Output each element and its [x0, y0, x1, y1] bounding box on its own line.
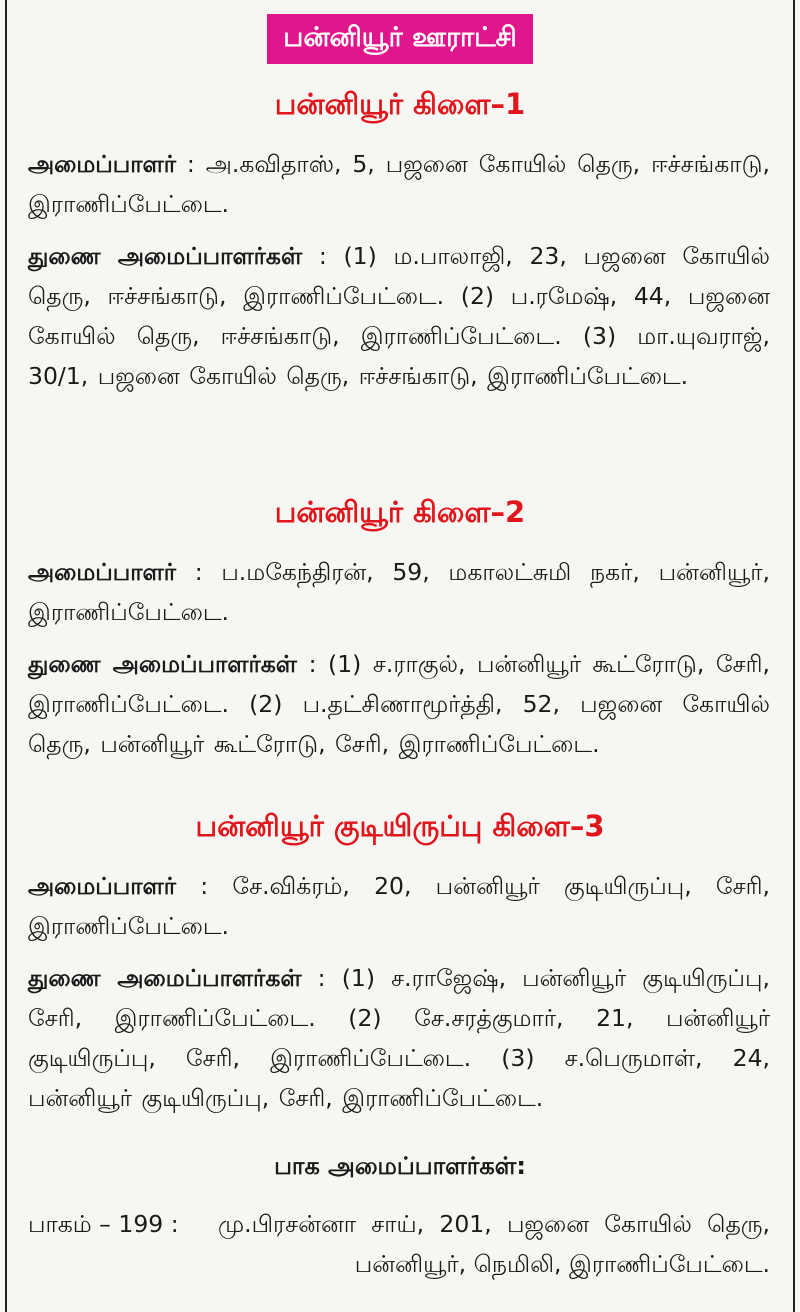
deputy-label: துணை அமைப்பாளர்கள் — [28, 650, 298, 678]
organizer-details: : சே.விக்ரம், 20, பன்னியூர் குடியிருப்பு, சேரி, இராணிப்பேட்டை. — [28, 872, 770, 940]
deputy-label: துணை அமைப்பாளர்கள் — [28, 242, 303, 270]
booth-entry — [28, 1204, 770, 1288]
booth-number: பாகம் – 199 : — [28, 1210, 179, 1238]
organizer-label: அமைப்பாளர் — [28, 558, 176, 586]
organizer-paragraph-2 — [28, 552, 770, 632]
branch-heading-3: பன்னியூர் குடியிருப்பு கிளை–3 — [195, 809, 605, 843]
branch-heading-2: பன்னியூர் கிளை–2 — [274, 495, 526, 529]
deputy-paragraph-2 — [28, 644, 770, 764]
organizer-label: அமைப்பாளர் — [28, 150, 176, 178]
deputy-label: துணை அமைப்பாளர்கள் — [28, 964, 302, 992]
branch-heading-1: பன்னியூர் கிளை–1 — [274, 87, 526, 121]
organizer-details: : ப.மகேந்திரன், 59, மகாலட்சுமி நகர், பன்னியூர், இராணிப்பேட்டை. — [28, 558, 770, 626]
deputy-paragraph-1 — [28, 236, 770, 396]
deputy-paragraph-3 — [28, 958, 770, 1118]
booth-organizers-heading: பாக அமைப்பாளர்கள்: — [274, 1152, 526, 1180]
organizer-paragraph-1 — [28, 144, 770, 224]
deputy-details: : (1) ம.பாலாஜி, 23, பஜனை கோயில் தெரு, ஈச்சங்காடு, இராணிப்பேட்டை. (2) ப.ரமேஷ், 44, பஜனை கோயில் தெரு, ஈச்சங்காடு, இராணிப்பேட்டை. (3) மா.யுவராஜ், 30/1, பஜனை கோயில் தெரு, ஈச்சங்காடு, இராணிப்பேட்டை. — [28, 242, 770, 390]
booth-organizer-details: மு.பிரசன்னா சாய், 201, பஜனை கோயில் தெரு, பன்னியூர், நெமிலி, இராணிப்பேட்டை. — [218, 1210, 770, 1278]
organizer-details: : அ.கவிதாஸ், 5, பஜனை கோயில் தெரு, ஈச்சங்காடு, இராணிப்பேட்டை. — [28, 150, 770, 218]
banner-container — [0, 14, 800, 64]
organizer-paragraph-3 — [28, 866, 770, 946]
deputy-details: : (1) ச.ராஜேஷ், பன்னியூர் குடியிருப்பு, சேரி, இராணிப்பேட்டை. (2) சே.சரத்குமார், 21, பன்னியூர் குடியிருப்பு, சேரி, இராணிப்பேட்டை. (3) ச.பெருமாள், 24, பன்னியூர் குடியிருப்பு, சேரி, இராணிப்பேட்டை. — [28, 964, 771, 1112]
panchayat-banner: பன்னியூர் ஊராட்சி — [267, 14, 533, 64]
organizer-label: அமைப்பாளர் — [28, 872, 176, 900]
deputy-details: : (1) ச.ராகுல், பன்னியூர் கூட்ரோடு, சேரி, இராணிப்பேட்டை. (2) ப.தட்சிணாமூர்த்தி, 52, பஜனை கோயில் தெரு, பன்னியூர் கூட்ரோடு, சேரி, இராணிப்பேட்டை. — [28, 650, 770, 758]
